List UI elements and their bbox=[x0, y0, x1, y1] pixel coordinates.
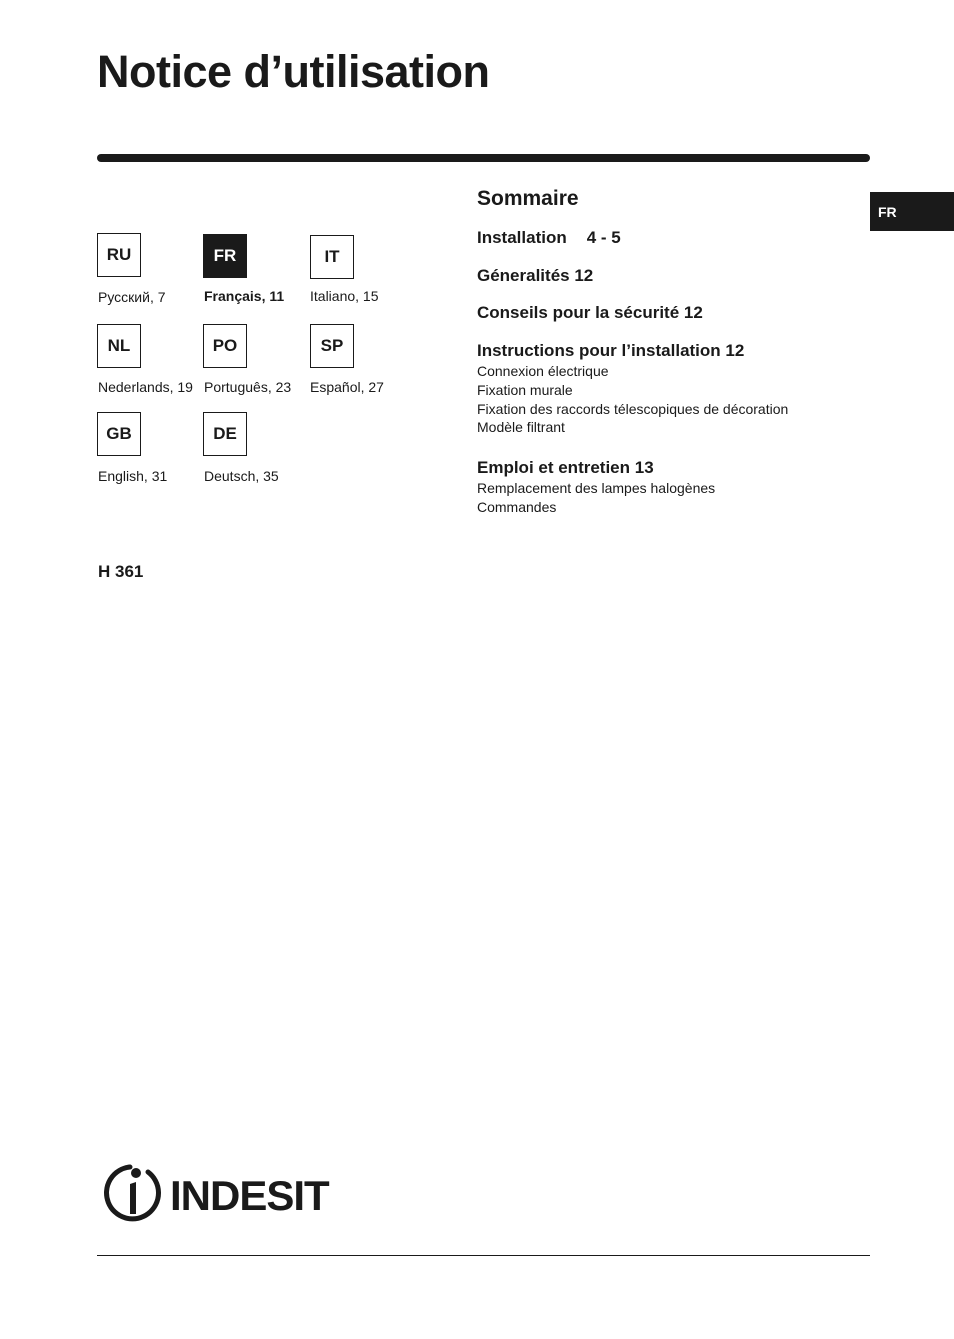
lang-box-sp[interactable]: SP bbox=[310, 324, 354, 368]
language-side-tab: FR bbox=[870, 192, 954, 231]
toc-section-generalites[interactable]: Géneralités 12 bbox=[477, 266, 594, 285]
toc-item[interactable]: Commandes bbox=[477, 499, 557, 515]
lang-label-po[interactable]: Português, 23 bbox=[204, 379, 292, 395]
brand-wordmark: INDESIT bbox=[170, 1172, 329, 1219]
footer-divider bbox=[97, 1255, 870, 1256]
lang-box-it[interactable]: IT bbox=[310, 235, 354, 279]
toc-section-title: Installation bbox=[477, 228, 567, 247]
lang-box-gb[interactable]: GB bbox=[97, 412, 141, 456]
lang-label-ru[interactable]: Русский, 7 bbox=[98, 289, 166, 305]
toc-section-emploi[interactable]: Emploi et entretien 13 bbox=[477, 458, 654, 477]
lang-label-it[interactable]: Italiano, 15 bbox=[310, 288, 379, 304]
toc-section-instructions[interactable]: Instructions pour l’installation 12 bbox=[477, 341, 745, 360]
toc-item[interactable]: Connexion électrique bbox=[477, 363, 609, 379]
toc-section-conseils[interactable]: Conseils pour la sécurité 12 bbox=[477, 303, 703, 322]
toc-item[interactable]: Modèle filtrant bbox=[477, 419, 565, 435]
page-title: Notice d’utilisation bbox=[97, 46, 490, 97]
lang-label-sp[interactable]: Español, 27 bbox=[310, 379, 384, 395]
title-divider bbox=[97, 154, 870, 162]
lang-label-gb[interactable]: English, 31 bbox=[98, 468, 168, 484]
toc-item[interactable]: Remplacement des lampes halogènes bbox=[477, 480, 716, 496]
lang-label-nl[interactable]: Nederlands, 19 bbox=[98, 379, 193, 395]
lang-box-ru[interactable]: RU bbox=[97, 233, 141, 277]
indesit-i-logo-icon bbox=[107, 1167, 159, 1219]
lang-box-nl[interactable]: NL bbox=[97, 324, 141, 368]
lang-label-fr[interactable]: Français, 11 bbox=[204, 288, 285, 304]
model-number: H 361 bbox=[98, 562, 144, 581]
lang-box-fr[interactable]: FR bbox=[203, 234, 247, 278]
brand-logo bbox=[96, 1158, 332, 1224]
toc-section-installation[interactable] bbox=[477, 228, 621, 248]
toc-item[interactable]: Fixation murale bbox=[477, 382, 573, 398]
lang-label-de[interactable]: Deutsch, 35 bbox=[204, 468, 279, 484]
lang-box-de[interactable]: DE bbox=[203, 412, 247, 456]
lang-box-po[interactable]: PO bbox=[203, 324, 247, 368]
toc-item[interactable]: Fixation des raccords télescopiques de décoration bbox=[477, 401, 789, 417]
toc-title: Sommaire bbox=[477, 187, 579, 210]
toc-section-pages: 4 - 5 bbox=[586, 228, 621, 247]
